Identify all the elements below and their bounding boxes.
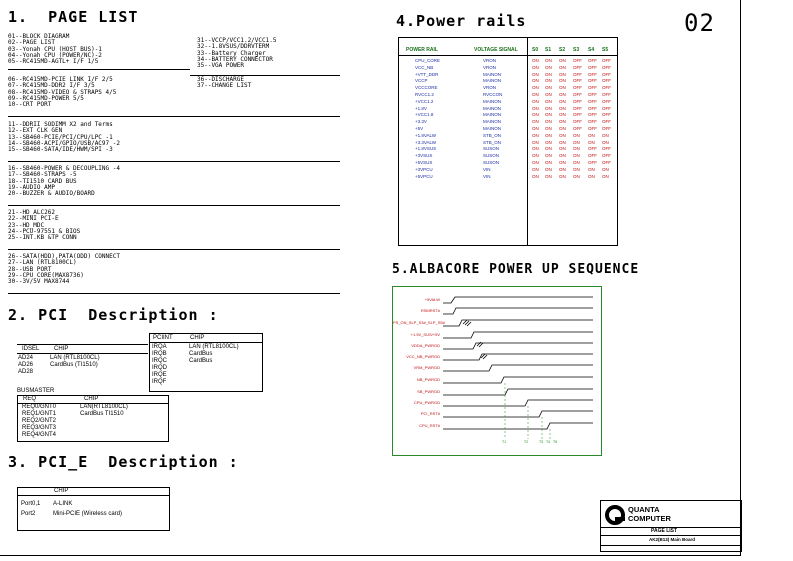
page-list-item: 03--Yonah CPU (HOST BUS)-1 [8, 45, 102, 53]
idsel-table [17, 344, 148, 378]
table-cell [80, 432, 128, 439]
power-rails-cell: +VCC1.2 [415, 98, 434, 104]
busmaster-label: BUSMASTER [17, 388, 55, 394]
power-rails-cell: ON [602, 173, 609, 179]
power-rails-header: POWER RAIL [406, 47, 438, 53]
timing-label-t3: T3 [539, 440, 544, 444]
power-rails-header: S2 [559, 47, 566, 53]
table-rule [601, 535, 741, 536]
power-rails-cell: ON [559, 160, 566, 165]
idsel-chip-header: CHIP [54, 346, 69, 352]
power-rails-cell: OFF [573, 64, 582, 70]
power-rails-cell: OFF [573, 98, 582, 104]
power-rails-cell: ON [588, 132, 595, 138]
power-rails-cell: VIN [483, 173, 491, 179]
sequence-waveforms [393, 287, 601, 455]
timing-label-t2: T2 [524, 440, 529, 444]
page-list-group3 [8, 122, 120, 153]
table-cell: AD28 [18, 369, 34, 375]
power-rails-cell: OFF [588, 92, 597, 97]
table-cell: AD24 [18, 355, 34, 361]
table-cell: LAN (RTL8100CL) [189, 344, 239, 350]
power-rails-cell: OFF [588, 119, 597, 125]
power-rails-cell: ON [602, 166, 609, 172]
power-rails-cell: ON [559, 112, 566, 118]
power-rails-cell: OFF [588, 71, 597, 77]
page-list-item: 14--SB460-ACPI/GPIO/USB/AC97 -2 [8, 139, 120, 147]
idsel-col2 [50, 355, 100, 376]
page-list-group4 [8, 166, 120, 197]
power-rails-cell: ON [545, 85, 552, 91]
power-rails-cell: OFF [602, 92, 611, 97]
sheet-title: PAGE LIST [651, 528, 678, 534]
power-rails-cell: ON [545, 153, 552, 159]
power-rails-cell: ON [532, 58, 539, 63]
page-list-item: 31--VCCP/VCC1.2/VCC1.5 [197, 37, 277, 44]
power-rails-cell: ON [532, 160, 539, 165]
sequence-signal-label: RSMRST# [420, 308, 440, 313]
power-rails-cell: OFF [573, 119, 582, 125]
power-rails-cell: OFF [602, 98, 611, 104]
page-list-item: 18--TI1510 CARD BUS [8, 177, 77, 185]
power-rails-cell: CPU_CORE [415, 58, 441, 63]
page-list-item: 35--VGA POWER [197, 62, 244, 70]
sequence-signal-label: NB_PWRGD [416, 377, 440, 382]
power-rails-cell: RVCCON [483, 92, 503, 97]
power-rails-cell: ON [588, 173, 595, 179]
table-cell: Port2 [21, 511, 36, 517]
table-rule [601, 545, 741, 546]
page-list-group1 [8, 34, 102, 65]
power-rails-cell: ON [573, 153, 580, 159]
power-rails-cell: ON [532, 78, 539, 84]
power-rails-cell: OFF [588, 126, 597, 131]
page-list-item: 06--RC415MD-PCIE LINK I/F 2/5 [8, 76, 113, 83]
sequence-signal-label: PS_ON_SLP_S3#_SLP_S5# [393, 320, 445, 325]
power-rails-cell: ON [545, 58, 552, 63]
power-rails-cell: ON [588, 139, 595, 145]
power-rails-cell: ON [545, 78, 552, 84]
power-rails-cell: OFF [602, 119, 611, 125]
power-rails-cell: MAINON [483, 105, 501, 111]
power-rails-cell: +1.8VALW [415, 132, 436, 138]
power-rails-header: S5 [602, 47, 609, 53]
power-rails-cell: ON [602, 132, 609, 138]
power-rails-cell: SUSON [483, 160, 500, 165]
power-rails-header: S4 [588, 47, 595, 53]
sequence-signal-label: PCI_RST# [420, 411, 440, 416]
power-rails-cell: OFF [573, 105, 582, 111]
power-rails-cell: VCCP [415, 78, 428, 84]
power-rails-cell: ON [532, 71, 539, 77]
power-rails-cell: ON [545, 71, 552, 77]
power-rails-cell: ON [559, 85, 566, 91]
page-list-item: 17--SB460-STRAPS -5 [8, 171, 77, 179]
power-rails-cell: ON [545, 98, 552, 104]
page-list-group2 [8, 77, 116, 108]
power-rails-cell: ON [545, 64, 552, 70]
power-rails-cell: OFF [588, 160, 597, 165]
power-rails-cell: ON [532, 98, 539, 104]
page-list-item: 13--SB460-PCIE/PCI/CPU/LPC -1 [8, 133, 113, 141]
table-cell: IRQF [152, 379, 167, 385]
power-rails-cell: +1.8VSUS [415, 146, 437, 152]
power-rails-cell: ON [545, 92, 552, 97]
page-list-item: 23--HD_MDC [8, 221, 45, 229]
power-rails-cell: ON [545, 166, 552, 172]
timing-label-t4: T4 [546, 440, 551, 444]
power-rails-cell: OFF [602, 112, 611, 118]
pciint-chip-header: CHIP [190, 335, 205, 341]
page-list-item: 25--INT.KB &TP CONN [8, 234, 77, 242]
power-rails-cell: +VCC1.8 [415, 112, 434, 118]
table-cell: IRQE [152, 372, 167, 378]
table-cell: REQ1/GNT1 [22, 411, 57, 417]
pcie-col1 [21, 499, 40, 519]
busmaster-req-header: REQ [23, 396, 37, 402]
power-rails-cell: ON [532, 92, 539, 97]
power-rails-cell: OFF [602, 146, 611, 152]
page-list-group1b [197, 38, 276, 69]
power-rails-cell: STB_ON [483, 139, 502, 145]
power-rails-cell: OFF [573, 71, 582, 77]
power-rails-cell: OFF [588, 58, 597, 63]
power-rails-cell: ON [532, 119, 539, 125]
page-list-group2b [197, 77, 251, 90]
page-list-item: 24--PCU-97551 & BIOS [8, 227, 81, 235]
page-list-item: 16--SB460-POWER & DECOUPLING -4 [8, 165, 120, 172]
page-list-title: 1. PAGE LIST [8, 8, 139, 26]
power-rails-cell: MAINON [483, 78, 501, 84]
pcie-col2 [53, 499, 122, 519]
power-rails-cell: OFF [573, 58, 582, 63]
table-rule [399, 55, 617, 56]
table-cell: IRQA [152, 344, 167, 350]
page-list-item: 09--RC415MD-POWER 5/5 [8, 94, 84, 102]
power-rails-cell: OFF [602, 64, 611, 70]
table-cell: Mini-PCIE (Wireless card) [53, 511, 123, 517]
power-rails-cell: OFF [602, 71, 611, 77]
busmaster-table [17, 395, 169, 442]
power-rails-cell: ON [559, 146, 566, 152]
table-cell: LAN(RTL8100CL) [80, 404, 128, 410]
power-rails-cell: SUSON [483, 146, 500, 152]
sequence-signal-label: CPU_RST# [419, 423, 440, 428]
table-cell [189, 365, 239, 372]
power-rails-cell: ON [532, 166, 539, 172]
table-cell [80, 425, 128, 432]
table-cell: AD26 [18, 362, 34, 368]
power-rails-cell: +3VSUS [415, 153, 433, 159]
power-rails-cell: ON [559, 92, 566, 97]
power-rails-cell: ON [532, 126, 539, 131]
page-list-item: 26--SATA(HDD),PATA(ODD) CONNECT [8, 253, 120, 260]
power-rails-cell: ON [545, 132, 552, 138]
power-rails-cell: ON [602, 139, 609, 145]
divider [8, 293, 340, 294]
divider [8, 69, 190, 70]
pcie-chip-header: CHIP [54, 488, 69, 494]
table-cell [80, 418, 128, 425]
power-rails-cell: VIN [483, 166, 491, 172]
page-list-item: 07--RC415MD-DDR2 I/F 3/5 [8, 82, 95, 90]
table-cell: REQ2/GNT2 [22, 418, 57, 424]
power-rails-cell: ON [573, 146, 580, 152]
table-cell: LAN (RTL8100CL) [50, 355, 100, 361]
power-rails-cell: ON [532, 112, 539, 118]
page-list-item: 29--CPU CORE(MAX8736) [8, 271, 84, 279]
power-rails-cell: OFF [573, 85, 582, 91]
power-rails-cell: OFF [573, 78, 582, 84]
column-divider [527, 38, 528, 245]
page-list-item: 34--BATTERY CONNECTOR [197, 55, 273, 63]
pciint-header: PCIINT [153, 335, 173, 341]
pciint-col2 [189, 344, 239, 386]
pcie-table [17, 487, 170, 531]
power-rails-cell: STB_ON [483, 132, 502, 138]
power-rails-header: S3 [573, 47, 580, 53]
power-rails-cell: ON [559, 71, 566, 77]
power-rails-cell: OFF [602, 85, 611, 91]
power-rails-cell: ON [545, 126, 552, 131]
sequence-signal-label: VRM_PWRGD [413, 365, 440, 370]
table-cell: CardBus TI1510 [80, 411, 124, 417]
power-rails-cell: OFF [573, 126, 582, 131]
power-rails-cell: ON [545, 146, 552, 152]
page-list-item: 19--AUDIO AMP [8, 183, 55, 191]
power-rails-cell: ON [545, 119, 552, 125]
table-rule [18, 495, 169, 496]
power-rails-cell: ON [532, 139, 539, 145]
page-list-item: 30--3V/5V MAX8744 [8, 278, 70, 286]
idsel-col1 [18, 355, 33, 376]
table-cell: Port0,1 [21, 501, 41, 507]
page-list-item: 04--Yonah CPU (POWER/NC)-2 [8, 51, 102, 59]
page-list-item: 33--Battery Charger [197, 49, 266, 57]
sequence-signal-label: +5VALW [424, 297, 440, 302]
power-rails-cell: ON [545, 105, 552, 111]
power-rails-cell: ON [532, 146, 539, 152]
power-rails-cell: ON [559, 153, 566, 159]
timing-label-t1: T1 [502, 440, 507, 444]
power-rails-cell: OFF [602, 126, 611, 131]
page-list-item: 20--BUZZER & AUDIO/BOARD [8, 190, 95, 198]
power-rails-cell: MAINON [483, 98, 501, 104]
power-rails-cell: ON [532, 173, 539, 179]
power-rails-cell: +5VSUS [415, 160, 433, 165]
power-rails-cell: ON [559, 119, 566, 125]
power-rails-cell: ON [573, 132, 580, 138]
page-list-item: 12--EXT CLK GEN [8, 127, 63, 135]
power-rails-cell: OFF [588, 146, 597, 152]
power-rails-cell: OFF [602, 160, 611, 165]
power-rails-cell: ON [573, 160, 580, 165]
table-rule [17, 353, 148, 354]
power-rails-cell: VRON [483, 64, 497, 70]
power-rails-cell: ON [545, 173, 552, 179]
power-rails-cell: OFF [602, 153, 611, 159]
page-list-item: 37--CHANGE LIST [197, 82, 252, 90]
timing-label-t5: T5 [553, 440, 558, 444]
table-rule [150, 342, 262, 343]
power-rails-cell: ON [559, 139, 566, 145]
page-list-item: 02--PAGE LIST [8, 39, 55, 47]
power-rails-cell: MAINON [483, 119, 501, 125]
table-cell: CardBus [189, 358, 213, 364]
power-rails-cell: SUSON [483, 153, 500, 159]
power-rails-cell: OFF [602, 105, 611, 111]
power-rails-cell: ON [573, 139, 580, 145]
page-list-group6 [8, 254, 120, 285]
table-cell: REQ4/GNT4 [22, 432, 57, 438]
power-rails-cell: MAINON [483, 126, 501, 131]
sequence-signal-label: CPU_PWRGD [413, 400, 440, 405]
power-rails-cell: ON [532, 105, 539, 111]
divider [8, 205, 340, 206]
page-list-item: 08--RC415MD-VIDEO & STRAPS 4/5 [8, 88, 117, 96]
power-rails-cell: ON [532, 132, 539, 138]
power-rails-header: S0 [532, 47, 539, 53]
power-rails-cell: ON [545, 112, 552, 118]
pciint-table [149, 333, 263, 392]
idsel-header: IDSEL [22, 346, 40, 352]
page-list-item: 01--BLOCK DIAGRAM [8, 33, 70, 40]
power-rails-cell: ON [559, 78, 566, 84]
table-cell [189, 379, 239, 386]
divider [8, 161, 340, 162]
power-rails-cell: +1.8V [415, 105, 427, 111]
power-rails-cell: VCC_NB [415, 64, 434, 70]
page-list-item: 10--CRT PORT [8, 101, 52, 109]
power-rails-title: 4.Power rails [396, 12, 527, 30]
table-cell: REQ3/GNT3 [22, 425, 57, 431]
page-list-item: 05--RC415MD-AGTL+ I/F 1/5 [8, 58, 99, 66]
page-list-item: 15--SB460-SATA/IDE/HWM/SPI -3 [8, 146, 113, 154]
power-rails-header: S1 [545, 47, 552, 53]
power-rails-cell: MAINON [483, 112, 501, 118]
sheet-border [740, 0, 741, 556]
power-rails-cell: VRON [483, 58, 497, 63]
table-cell: IRQB [152, 351, 167, 357]
power-rails-cell: OFF [588, 105, 597, 111]
page-list-item: 11--DDRII SODIMM X2 and Terms [8, 121, 113, 128]
power-rails-header: VOLTAGE SIGNAL [474, 47, 518, 53]
power-rails-cell: VRON [483, 85, 497, 91]
page-number: 02 [684, 9, 715, 37]
power-rails-cell: ON [559, 105, 566, 111]
power-rails-cell: +3.3V [415, 119, 427, 125]
page-list-item: 36--DISCHARGE [197, 76, 244, 83]
power-rails-cell: ON [559, 173, 566, 179]
table-cell: REQ0/GNT0 [22, 404, 57, 410]
power-rails-cell: OFF [588, 112, 597, 118]
power-rails-cell: OFF [573, 112, 582, 118]
table-cell: A-LINK [53, 501, 73, 507]
power-rails-cell: +3.3VALW [415, 139, 436, 145]
divider [8, 249, 340, 250]
power-rails-cell: ON [532, 85, 539, 91]
power-rails-cell: ON [545, 160, 552, 165]
pciint-col1 [152, 344, 167, 386]
power-rails-cell: ON [573, 166, 580, 172]
power-rails-cell: ON [559, 58, 566, 63]
power-rails-cell: ON [559, 132, 566, 138]
title-block [600, 500, 742, 552]
power-rails-cell: OFF [588, 98, 597, 104]
power-rails-cell: ON [545, 139, 552, 145]
power-rails-cell: +3VPCU [415, 166, 433, 172]
quanta-logo-icon [604, 504, 626, 526]
board-name: AK2(B13) Main Board [649, 537, 696, 542]
company-name: QUANTA COMPUTER [628, 505, 671, 523]
sequence-diagram [392, 286, 602, 456]
sequence-signal-label: SB_PWRGD [417, 389, 440, 394]
power-rails-cell: ON [559, 98, 566, 104]
divider [8, 116, 340, 117]
power-rails-cell: +5VPCU [415, 173, 433, 179]
table-cell [189, 372, 239, 379]
power-rails-cell: ON [532, 64, 539, 70]
table-cell: IRQD [152, 365, 167, 371]
power-rails-cell: OFF [588, 78, 597, 84]
table-cell [50, 369, 100, 376]
power-rails-cell: ON [559, 166, 566, 172]
busmaster-col1 [22, 404, 56, 439]
power-rails-cell: +VTT_DDR [415, 71, 439, 77]
sequence-signal-label: VDDA_PWRGD [411, 343, 440, 348]
power-rails-cell: RVCC1.2 [415, 92, 434, 97]
page-list-item: 22--MINI PCI-E [8, 215, 59, 223]
sheet-border [0, 555, 741, 556]
power-rails-cell: ON [559, 126, 566, 131]
power-rails-cell: VCCCORE [415, 85, 438, 91]
table-cell: CardBus [189, 351, 213, 357]
page-list-group5 [8, 210, 80, 241]
power-rails-cell: ON [532, 153, 539, 159]
sequence-title: 5.ALBACORE POWER UP SEQUENCE [392, 262, 640, 277]
sequence-signal-label: VCC_NB_PWRGD [406, 354, 440, 359]
page-list-item: 28--USB PORT [8, 265, 52, 273]
table-cell: IRQC [152, 358, 167, 364]
power-rails-cell: ON [559, 64, 566, 70]
table-cell: CardBus (TI1510) [50, 362, 98, 368]
page-list-item: 32--1.8VSUS/DDRVTERM [197, 43, 270, 51]
pcie-title: 3. PCI_E Description : [8, 453, 239, 471]
page-list-item: 21--HD_ALC262 [8, 209, 55, 216]
power-rails-cell: OFF [588, 85, 597, 91]
power-rails-table [398, 37, 618, 246]
page-list-item: 27--LAN (RTL8100CL) [8, 259, 77, 267]
pci-title: 2. PCI Description : [8, 306, 219, 324]
power-rails-cell: OFF [588, 64, 597, 70]
power-rails-cell: OFF [573, 92, 582, 97]
sequence-signal-label: +1.5V_SUS/+5V [410, 332, 440, 337]
busmaster-chip-header: CHIP [84, 396, 99, 402]
power-rails-cell: OFF [602, 58, 611, 63]
power-rails-cell: OFF [602, 78, 611, 84]
busmaster-col2 [80, 404, 128, 439]
power-rails-cell: OFF [588, 153, 597, 159]
power-rails-cell: MAINON [483, 71, 501, 77]
power-rails-cell: +5V [415, 126, 424, 131]
power-rails-cell: ON [588, 166, 595, 172]
power-rails-cell: ON [573, 173, 580, 179]
